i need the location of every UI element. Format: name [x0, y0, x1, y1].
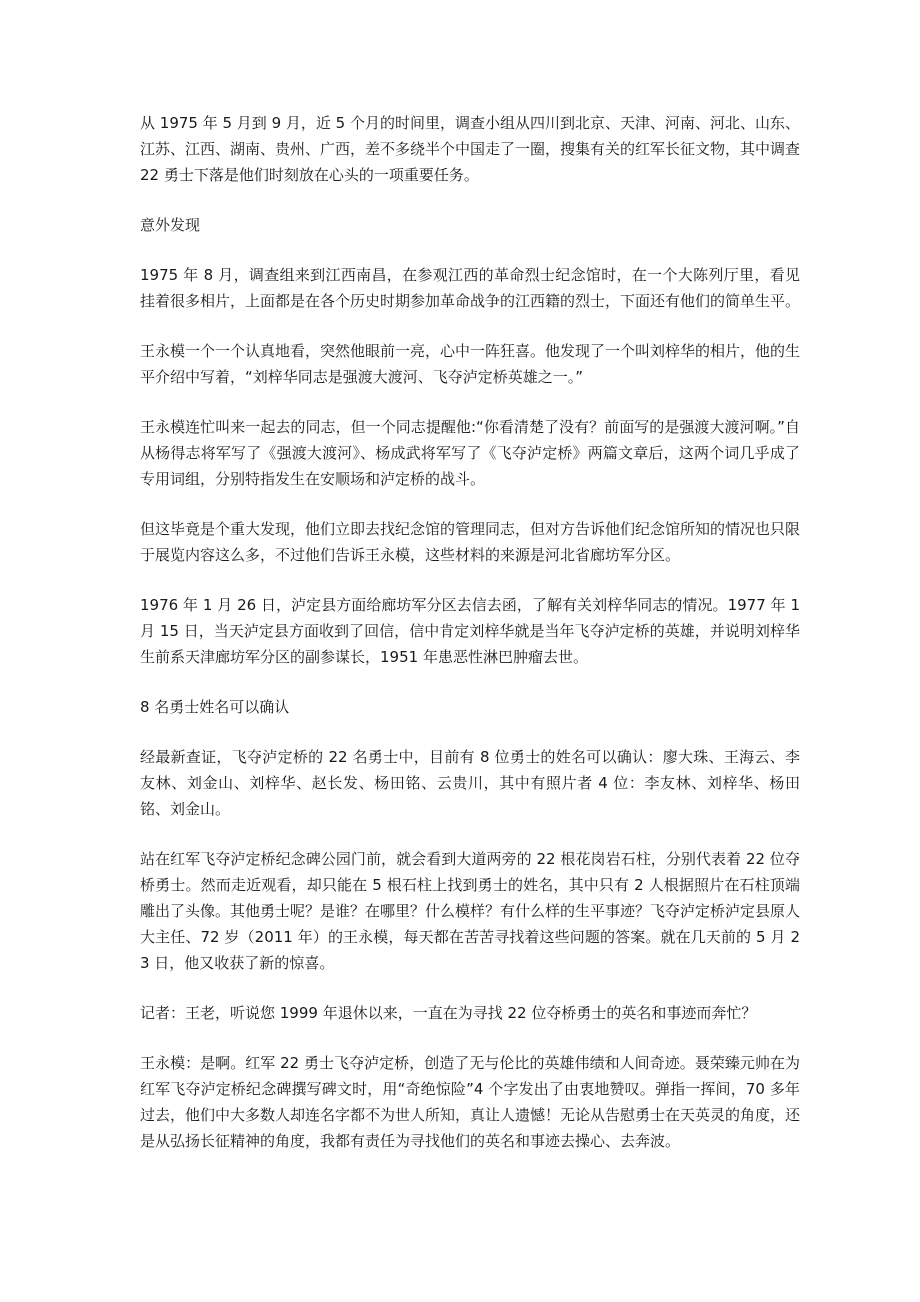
document-body — [140, 110, 800, 1178]
paragraph-nanchang-visit: 1975 年 8 月，调查组来到江西南昌，在参观江西的革命烈士纪念馆时，在一个大陈列厅里，看见挂着很多相片，上面都是在各个历史时期参加革命战争的江西籍的烈士，下面还有他们的简单生平。 — [140, 266, 801, 310]
paragraph-letter-reply: 1976 年 1 月 26 日，泸定县方面给廊坊军分区去信去函，了解有关刘梓华同志的情况。1977 年 1 月 15 日，当天泸定县方面收到了回信，信中肯定刘梓华就是当年飞夺泸定桥的英雄，并说明刘梓华生前系天津廊坊军分区的副参谋长，1951 年患恶性淋巴肿瘤去世。 — [140, 596, 800, 666]
paragraph-liu-zihua-photo: 王永模一个一个认真地看，突然他眼前一亮，心中一阵狂喜。他发现了一个叫刘梓华的相片，他的生平介绍中写着，“刘梓华同志是强渡大渡河、飞夺泸定桥英雄之一。” — [140, 342, 801, 386]
section-heading-eight-names: 8 名勇士姓名可以确认 — [140, 698, 290, 716]
paragraph-reporter-question: 记者：王老，听说您 1999 年退休以来，一直在为寻找 22 位夺桥勇士的英名和事迹而奔忙？ — [140, 1004, 757, 1022]
paragraph-museum-inquiry: 但这毕竟是个重大发现，他们立即去找纪念馆的管理同志，但对方告诉他们纪念馆所知的情况也只限于展览内容这么多，不过他们告诉王永模，这些材料的来源是河北省廊坊军分区。 — [140, 520, 801, 564]
paragraph-confirmed-names: 经最新查证，飞夺泸定桥的 22 名勇士中，目前有 8 位勇士的姓名可以确认：廖大珠、王海云、李友林、刘金山、刘梓华、赵长发、杨田铭、云贵川，其中有照片者 4 位：李友林、刘梓华、杨田铭、刘金山。 — [140, 748, 800, 818]
paragraph-memorial-park: 站在红军飞夺泸定桥纪念碑公园门前，就会看到大道两旁的 22 根花岗岩石柱，分别代表着 22 位夺桥勇士。然而走近观看，却只能在 5 根石柱上找到勇士的姓名，其中只有 2 人根据照片在石柱顶端雕出了头像。其他勇士呢？是谁？在哪里？什么模样？有什么样的生平事迹？飞夺泸定桥泸定县原人大主任、72 岁（2011 年）的王永模，每天都在苦苦寻找着这些问题的答案。就在几天前的 5 月 23 日，他又收获了新的惊喜。 — [140, 850, 801, 972]
paragraph-wang-answer: 王永模：是啊。红军 22 勇士飞夺泸定桥，创造了无与伦比的英雄伟绩和人间奇迹。聂荣臻元帅在为红军飞夺泸定桥纪念碑撰写碑文时，用“奇绝惊险”4 个字发出了由衷地赞叹。弹指一挥间，70 多年过去，他们中大多数人却连名字都不为世人所知，真让人遗憾！无论从告慰勇士在天英灵的角度，还是从弘扬长征精神的角度，我都有责任为寻找他们的英名和事迹去操心、去奔波。 — [140, 1054, 801, 1150]
paragraph-colleague-doubt: 王永模连忙叫来一起去的同志，但一个同志提醒他:“你看清楚了没有？前面写的是强渡大渡河啊。”自从杨得志将军写了《强渡大渡河》、杨成武将军写了《飞夺泸定桥》两篇文章后，这两个词几乎成了专用词组，分别特指发生在安顺场和泸定桥的战斗。 — [140, 418, 800, 488]
section-heading-discovery: 意外发现 — [140, 216, 201, 234]
paragraph-survey-trip: 从 1975 年 5 月到 9 月，近 5 个月的时间里，调查小组从四川到北京、天津、河南、河北、山东、江苏、江西、湖南、贵州、广西，差不多绕半个中国走了一圈，搜集有关的红军长征文物，其中调查 22 勇士下落是他们时刻放在心头的一项重要任务。 — [140, 114, 801, 184]
